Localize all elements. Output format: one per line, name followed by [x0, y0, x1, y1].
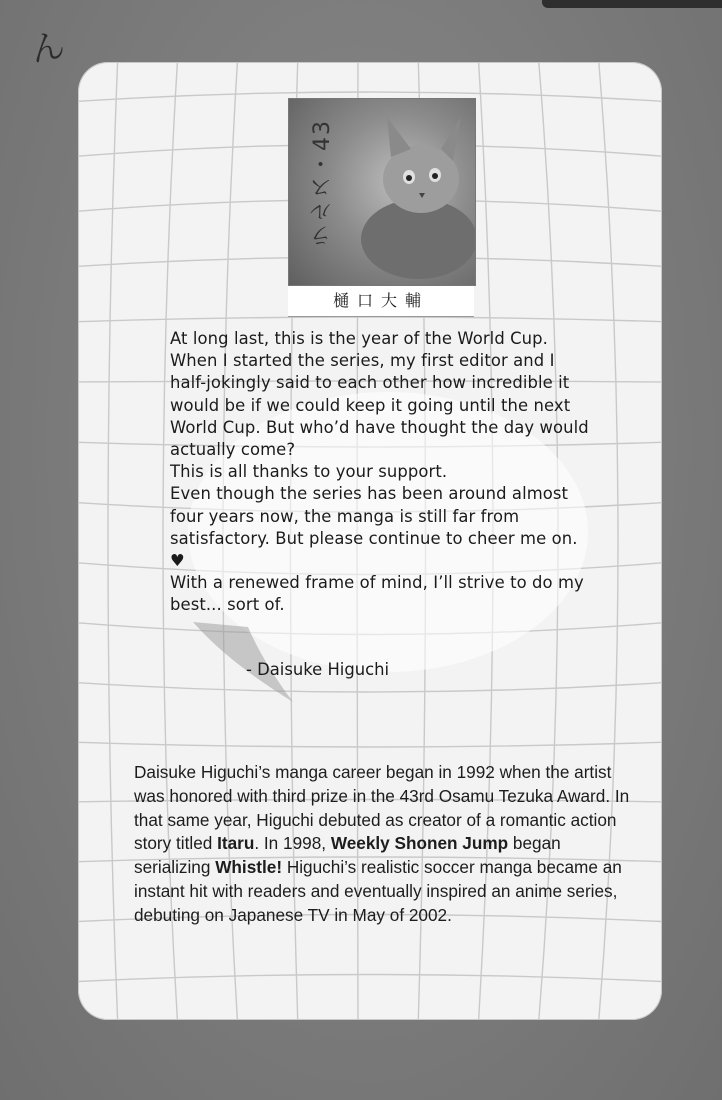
author-page-panel — [78, 62, 662, 1020]
bio-text: began serializing — [134, 833, 561, 878]
message-line: With a renewed frame of mind, I’ll strive to do my best... sort of. — [170, 573, 584, 615]
author-message — [170, 328, 590, 617]
page-corner-mark: ん — [26, 24, 69, 72]
cat-illustration — [349, 109, 476, 279]
author-cat-photo — [288, 98, 476, 286]
message-line: This is all thanks to your support. — [170, 462, 448, 482]
message-line: When I started the series, my first editor and I half-jokingly said to each other how incredible it would be if we could keep it going until the next World Cup. But who’d have thought the day would actually come? — [170, 351, 589, 460]
bio-text: . In 1998, — [254, 833, 331, 854]
author-signature: - Daisuke Higuchi — [246, 660, 390, 679]
bio-magazine: Weekly Shonen Jump — [330, 833, 509, 854]
bio-text: Daisuke Higuchi’s manga career began in 1992 when the artist was honored with third prize in the 43rd Osamu Tezuka Award. In that same year, Higuchi debuted as creator of a romantic action story titled — [134, 762, 630, 854]
message-line: At long last, this is the year of the World Cup. — [170, 329, 548, 348]
top-edge-tab — [542, 0, 722, 8]
bio-text: Higuchi’s realistic soccer manga became an instant hit with readers and eventually inspired an anime series, debuting on Japanese TV in May of 2002. — [134, 857, 622, 925]
author-biography — [134, 761, 634, 928]
bio-title-whistle: Whistle! — [215, 857, 283, 878]
photo-handwriting: ラルス・43 — [310, 119, 335, 247]
message-line: Even though the series has been around almost four years now, the manga is still far from satisfactory. But please continue to cheer me on. ♥ — [170, 484, 578, 571]
bio-title-itaru: Itaru — [217, 833, 255, 854]
author-name-japanese: 樋口大輔 — [288, 286, 474, 317]
